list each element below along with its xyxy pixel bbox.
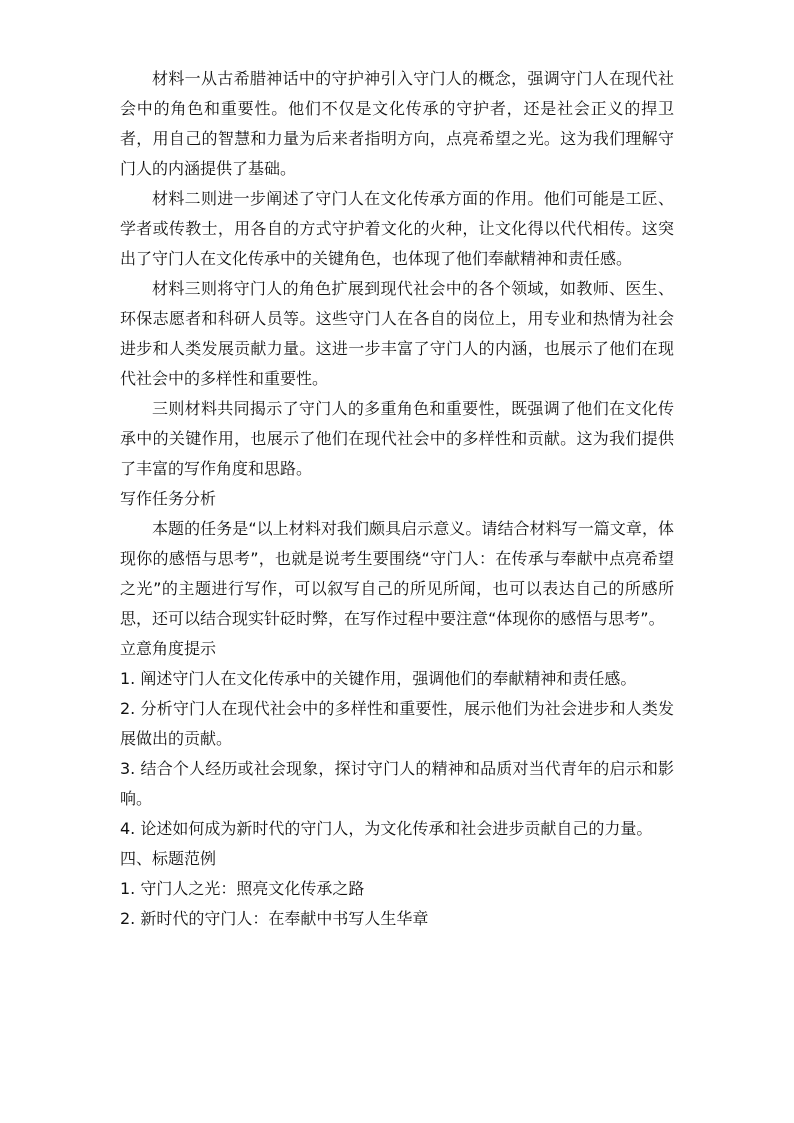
- title-example-1: 1. 守门人之光：照亮文化传承之路: [120, 879, 365, 898]
- task-analysis-paragraph: 本题的任务是“以上材料对我们颇具启示意义。请结合材料写一篇文章，体现你的感悟与思考”，也就是说考生要围绕“守门人：在传承与奉献中点亮希望之光”的主题进行写作，可以叙写自己的所见所闻，也可以表达自己的所感所思，还可以结合现实针砭时弊，在写作过程中要注意“体现你的感悟与思考”。: [120, 519, 674, 628]
- material-two-paragraph: 材料二则进一步阐述了守门人在文化传承方面的作用。他们可能是工匠、学者或传教士，用各自的方式守护着文化的火种，让文化得以代代相传。这突出了守门人在文化传承中的关键角色，也体现了他们奉献精神和责任感。: [120, 189, 674, 268]
- angle-item-2: 2. 分析守门人在现代社会中的多样性和重要性，展示他们为社会进步和人类发展做出的贡献。: [120, 699, 674, 748]
- title-examples-heading: 四、标题范例: [120, 849, 217, 868]
- angle-item-4: 4. 论述如何成为新时代的守门人，为文化传承和社会进步贡献自己的力量。: [120, 819, 653, 838]
- summary-paragraph: 三则材料共同揭示了守门人的多重角色和重要性，既强调了他们在文化传承中的关键作用，也展示了他们在现代社会中的多样性和贡献。这为我们提供了丰富的写作角度和思路。: [120, 399, 674, 478]
- task-analysis-heading: 写作任务分析: [120, 489, 217, 508]
- angle-item-1: 1. 阐述守门人在文化传承中的关键作用，强调他们的奉献精神和责任感。: [120, 669, 637, 688]
- title-example-2: 2. 新时代的守门人：在奉献中书写人生华章: [120, 909, 429, 928]
- material-one-paragraph: 材料一从古希腊神话中的守护神引入守门人的概念，强调守门人在现代社会中的角色和重要性。他们不仅是文化传承的守护者，还是社会正义的捍卫者，用自己的智慧和力量为后来者指明方向，点亮希望之光。这为我们理解守门人的内涵提供了基础。: [120, 69, 674, 178]
- angles-heading: 立意角度提示: [120, 639, 217, 658]
- angle-item-3: 3. 结合个人经历或社会现象，探讨守门人的精神和品质对当代青年的启示和影响。: [120, 759, 674, 808]
- material-three-paragraph: 材料三则将守门人的角色扩展到现代社会中的各个领域，如教师、医生、环保志愿者和科研人员等。这些守门人在各自的岗位上，用专业和热情为社会进步和人类发展贡献力量。这进一步丰富了守门人的内涵，也展示了他们在现代社会中的多样性和重要性。: [120, 279, 674, 388]
